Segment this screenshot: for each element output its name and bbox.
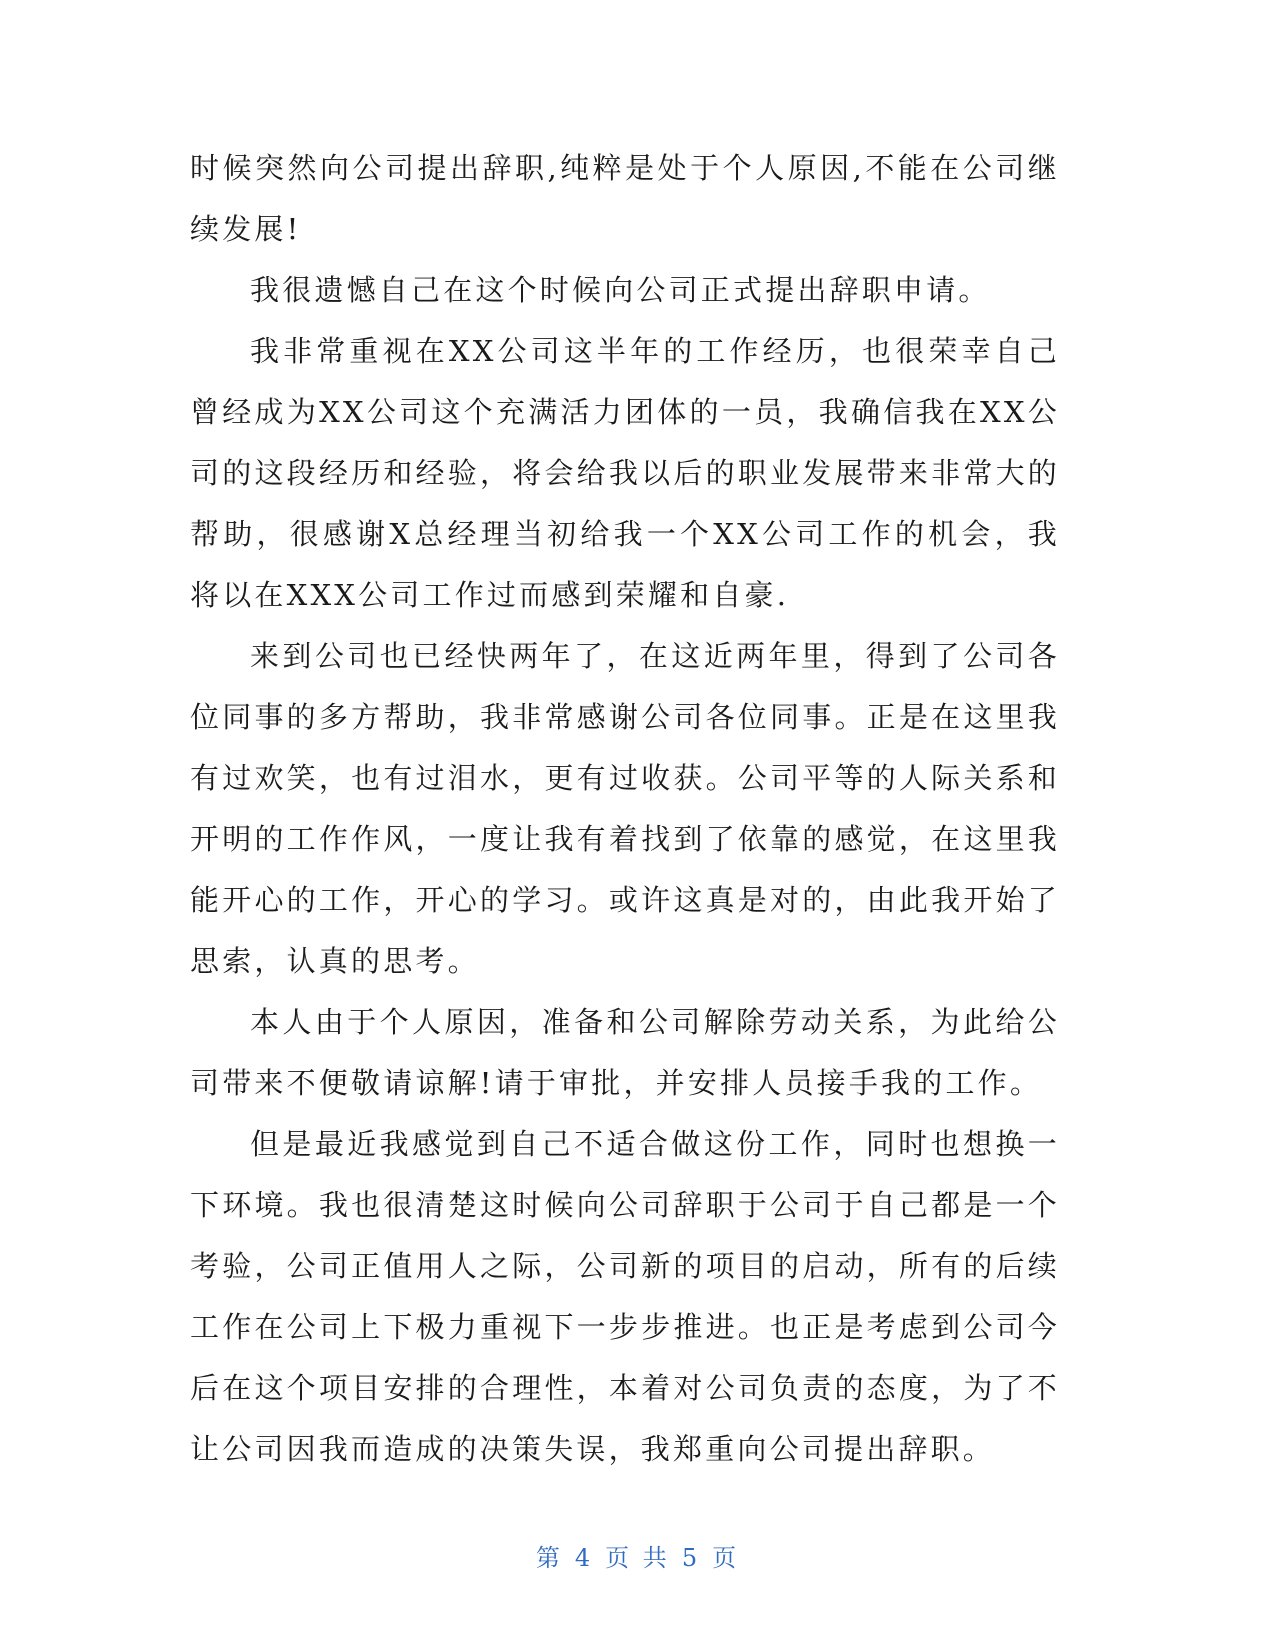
footer-total-pages: 5 <box>681 1544 701 1572</box>
page-footer <box>0 1538 1275 1573</box>
footer-suffix: 页 <box>712 1544 740 1572</box>
footer-current-page: 4 <box>574 1544 594 1572</box>
paragraph-1: 时候突然向公司提出辞职,纯粹是处于个人原因,不能在公司继续发展! <box>190 151 1060 246</box>
document-body <box>190 138 1060 1480</box>
paragraph-3: 我非常重视在XX公司这半年的工作经历，也很荣幸自己曾经成为XX公司这个充满活力团体的一员，我确信我在XX公司的这段经历和经验，将会给我以后的职业发展带来非常大的帮助，很感谢X总经理当初给我一个XX公司工作的机会，我将以在XXX公司工作过而感到荣耀和自豪. <box>190 334 1060 612</box>
paragraph-2: 我很遗憾自己在这个时候向公司正式提出辞职申请。 <box>250 273 991 307</box>
paragraph-4: 来到公司也已经快两年了，在这近两年里，得到了公司各位同事的多方帮助，我非常感谢公司各位同事。正是在这里我有过欢笑，也有过泪水，更有过收获。公司平等的人际关系和开明的工作作风，一度让我有着找到了依靠的感觉，在这里我能开心的工作，开心的学习。或许这真是对的，由此我开始了思索，认真的思考。 <box>190 639 1060 978</box>
footer-prefix: 第 <box>535 1544 563 1572</box>
paragraph-6: 但是最近我感觉到自己不适合做这份工作，同时也想换一下环境。我也很清楚这时候向公司辞职于公司于自己都是一个考验，公司正值用人之际，公司新的项目的启动，所有的后续工作在公司上下极力重视下一步步推进。也正是考虑到公司今后在这个项目安排的合理性，本着对公司负责的态度，为了不让公司因我而造成的决策失误，我郑重向公司提出辞职。 <box>190 1127 1060 1466</box>
paragraph-5: 本人由于个人原因，准备和公司解除劳动关系，为此给公司带来不便敬请谅解!请于审批，并安排人员接手我的工作。 <box>190 1005 1060 1100</box>
footer-middle: 页 共 <box>605 1544 670 1572</box>
